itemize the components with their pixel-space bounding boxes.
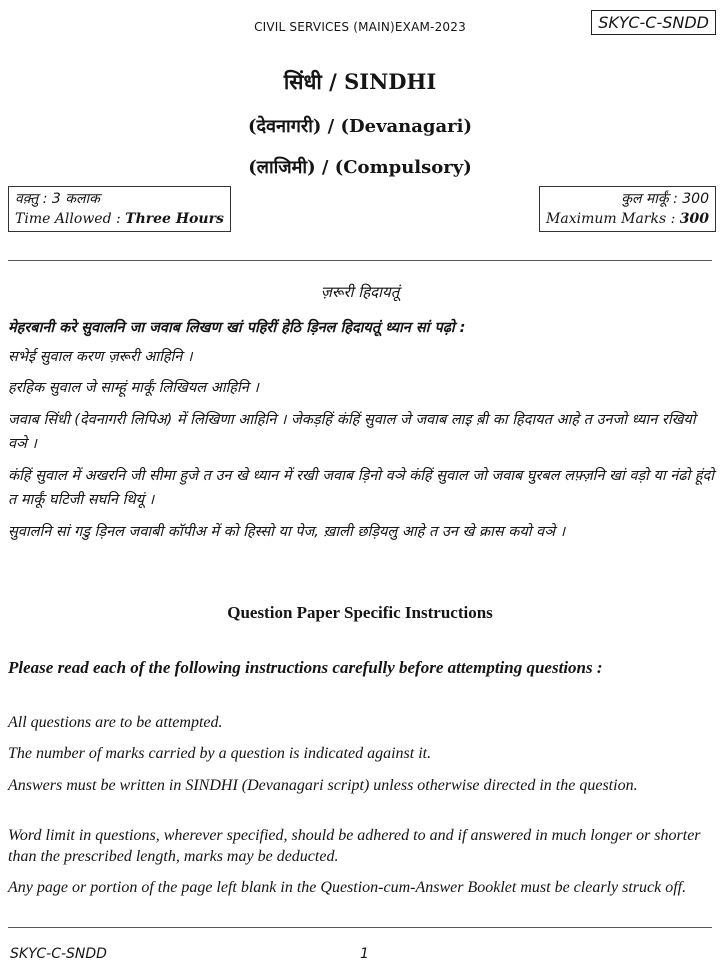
footer-code: SKYC-C-SNDD	[10, 946, 107, 962]
divider	[8, 260, 712, 261]
exam-name: CIVIL SERVICES (MAIN)EXAM-2023	[254, 20, 466, 34]
hindi-lead: मेहरबानी करे सुवालनि जा जवाब लिखण खां पहिरीं हेठि ड़िनल हिदायतूं ध्यान सां पढ़ो :	[8, 320, 466, 336]
english-item: All questions are to be attempted.	[8, 714, 223, 731]
paper-code-box: SKYC-C-SNDD	[591, 10, 716, 35]
marks-hi: कुल मार्कूं : 300	[621, 191, 709, 207]
time-box	[8, 186, 231, 232]
hindi-item: हरहिक सुवाल जे साम्हूं मार्कूं लिखियल आहिनि ।	[8, 380, 259, 396]
english-item: Word limit in questions, wherever specified, should be adhered to and if answered in much longer or shorter than the prescribed length, marks may be deducted.	[8, 827, 701, 865]
marks-box	[539, 186, 716, 232]
time-hi: वक़्तु : 3 कलाक	[15, 191, 100, 207]
time-en-label: Time Allowed :	[15, 211, 126, 227]
hindi-heading: ज़रूरी हिदायतूं	[320, 283, 400, 301]
language-title: सिंधी / SINDHI	[283, 69, 437, 94]
english-lead: Please read each of the following instructions carefully before attempting questions :	[8, 658, 603, 677]
marks-en-value: 300	[679, 211, 709, 227]
hindi-item: सुवालनि सां गडु ड़िनल जवाबी कॉपीअ में को हिस्सो या पेज, ख़ाली छड़ियलु आहे त उन खे क्रास कयो वञे ।	[8, 524, 566, 540]
page-number: 1	[360, 946, 369, 962]
time-en-value: Three Hours	[125, 211, 224, 227]
marks-en-label: Maximum Marks :	[546, 211, 680, 227]
script-title: (देवनागरी) / (Devanagari)	[247, 116, 473, 137]
english-item: Any page or portion of the page left blank in the Question-cum-Answer Booklet must be clearly struck off.	[8, 879, 687, 896]
hindi-item: जवाब सिंधी (देवनागरी लिपिअ) में लिखिणा आहिनि । जेकड़हिं कंहिं सुवाल जे जवाब लाइ ब़ी का हिदायत आहे त उनजो ध्यान रखियो वञे ।	[8, 412, 696, 452]
time-en	[15, 209, 224, 229]
footer-divider	[8, 927, 712, 928]
hindi-item: कंहिं सुवाल में अखरनि जी सीमा हुजे त उन खे ध्यान में रखी जवाब ड़िनो वञे कंहिं सुवाल जो जवाब घुरबल लफ़्ज़नि खां वड़ो या नंढो हूंदो त मार्कूं घटिजी सघनि थियूं ।	[8, 468, 715, 508]
hindi-item: सभेई सुवाल करण ज़रूरी आहिनि ।	[8, 349, 193, 365]
marks-en	[546, 209, 709, 229]
english-item: The number of marks carried by a question is indicated against it.	[8, 745, 432, 762]
english-item: Answers must be written in SINDHI (Devanagari script) unless otherwise directed in the question.	[8, 777, 638, 794]
english-heading: Question Paper Specific Instructions	[227, 603, 493, 622]
type-title: (लाजिमी) / (Compulsory)	[248, 157, 472, 178]
